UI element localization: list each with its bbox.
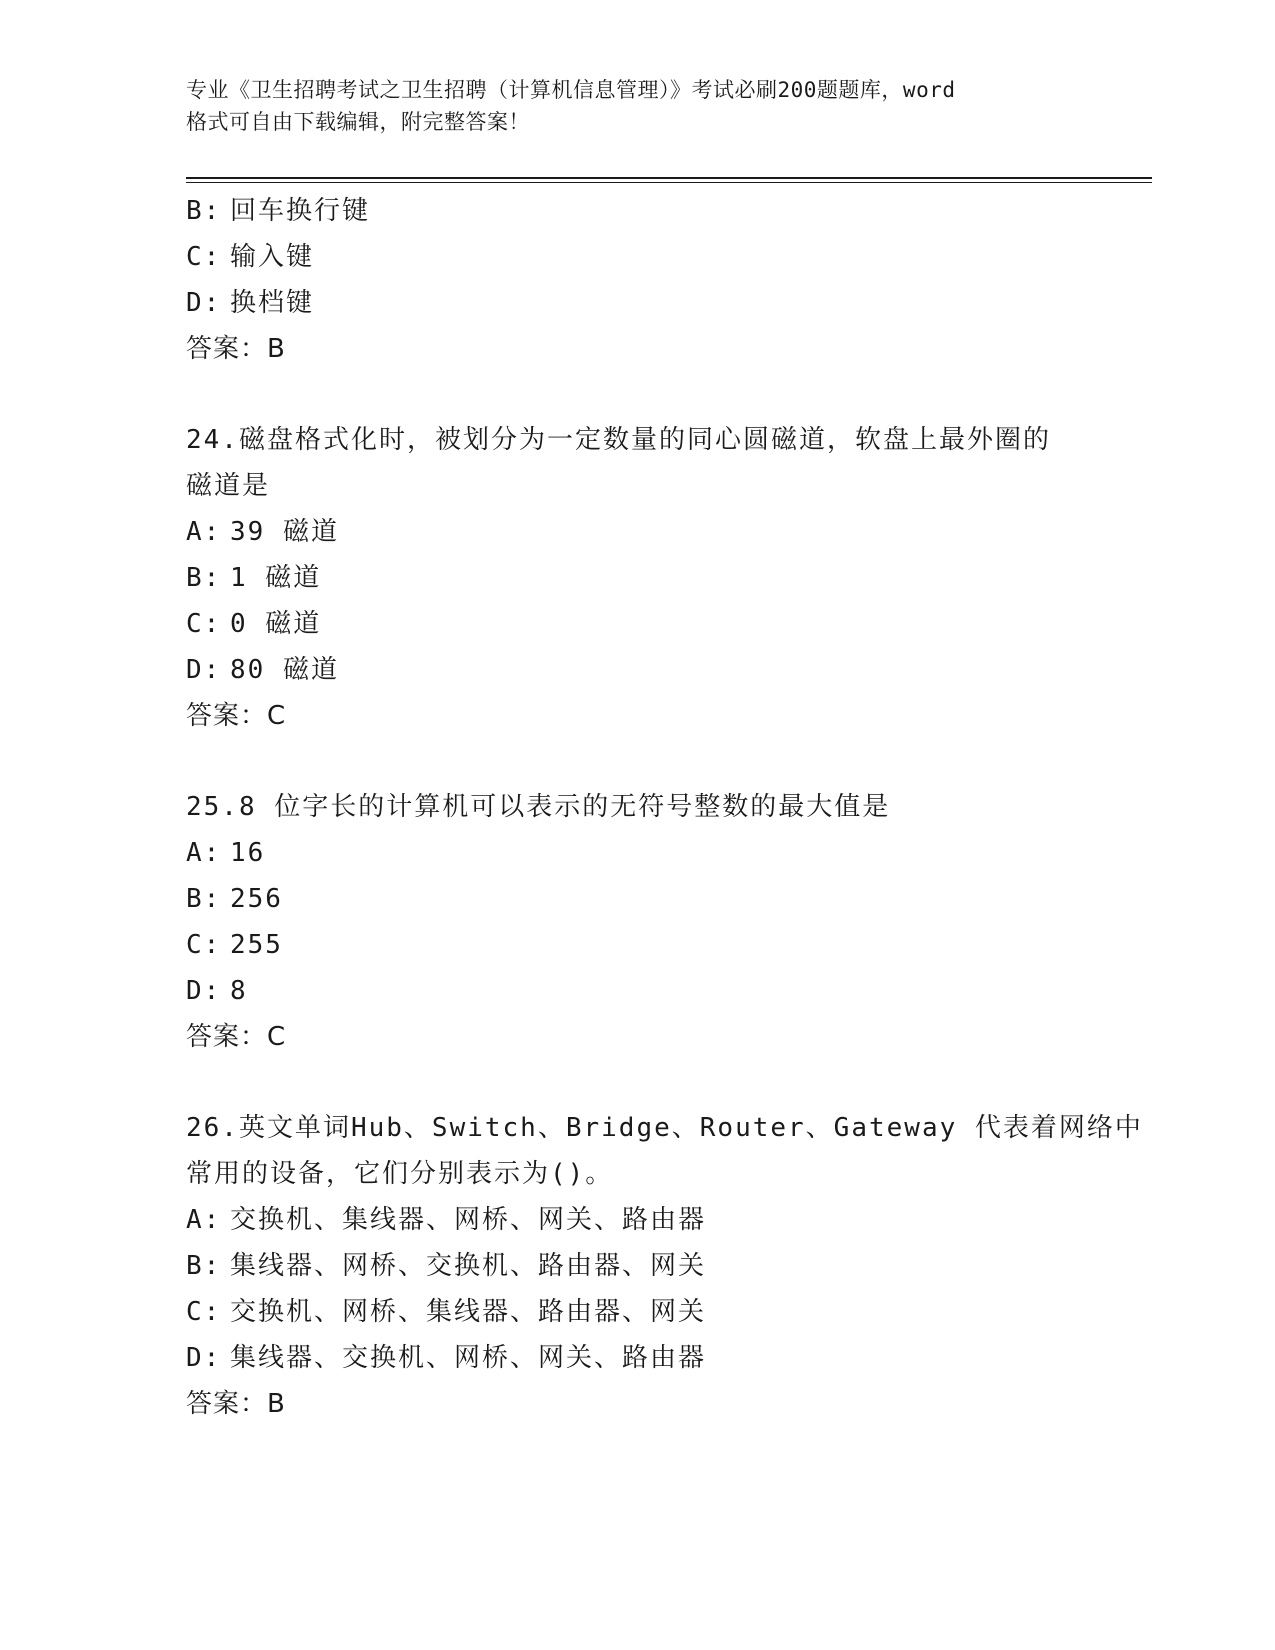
spacer [186,1060,1146,1105]
option-text: 交换机、网桥、集线器、路由器、网关 [230,1297,707,1327]
answer-line: 答案：B [186,334,286,364]
question-stem: 24.磁盘格式化时，被划分为一定数量的同心圆磁道，软盘上最外圈的 [186,425,1051,455]
option-b [186,188,1146,234]
option-label: B: [186,1251,222,1281]
option-label: C: [186,242,222,272]
option-c [186,601,1146,647]
question-26 [186,1105,1146,1427]
option-label: B: [186,563,222,593]
option-label: A: [186,838,222,868]
option-text: 16 [230,838,266,868]
option-c [186,922,1146,968]
question-content [186,188,1146,1427]
spacer [186,739,1146,784]
question-25 [186,784,1146,1060]
option-d [186,280,1146,326]
option-text: 换档键 [230,288,315,318]
option-label: A: [186,1205,222,1235]
option-text: 256 [230,884,283,914]
header-rule-thin [186,182,1152,183]
document-header [186,74,1086,138]
answer-line: 答案：C [186,1022,287,1052]
option-text: 255 [230,930,283,960]
option-b [186,876,1146,922]
question-stem: 26.英文单词Hub、Switch、Bridge、Router、Gateway 代表着网络中 [186,1113,1143,1143]
option-text: 39 磁道 [230,517,339,547]
question-stem-continued: 常用的设备，它们分别表示为()。 [186,1159,614,1189]
header-line-1: 专业《卫生招聘考试之卫生招聘（计算机信息管理）》考试必刷200题题库，word [186,78,956,102]
option-b [186,555,1146,601]
option-text: 8 [230,976,248,1006]
option-b [186,1243,1146,1289]
option-label: C: [186,609,222,639]
question-24 [186,417,1146,739]
spacer [186,372,1146,417]
option-label: B: [186,196,222,226]
option-text: 集线器、交换机、网桥、网关、路由器 [230,1343,707,1373]
question-23-continued [186,188,1146,372]
option-label: D: [186,976,222,1006]
option-label: D: [186,1343,222,1373]
header-rule-thick [186,177,1152,179]
option-a [186,830,1146,876]
option-text: 回车换行键 [230,196,371,226]
option-d [186,647,1146,693]
option-label: D: [186,655,222,685]
header-line-2: 格式可自由下载编辑，附完整答案！ [186,110,530,134]
option-label: A: [186,517,222,547]
option-label: C: [186,1297,222,1327]
option-d [186,1335,1146,1381]
option-text: 交换机、集线器、网桥、网关、路由器 [230,1205,707,1235]
option-a [186,1197,1146,1243]
option-text: 1 磁道 [230,563,322,593]
option-label: D: [186,288,222,318]
question-stem: 25.8 位字长的计算机可以表示的无符号整数的最大值是 [186,792,891,822]
answer-line: 答案：C [186,701,287,731]
question-stem-continued: 磁道是 [186,471,271,501]
option-text: 80 磁道 [230,655,339,685]
option-text: 输入键 [230,242,315,272]
option-c [186,1289,1146,1335]
option-text: 0 磁道 [230,609,322,639]
answer-line: 答案：B [186,1389,286,1419]
option-d [186,968,1146,1014]
option-text: 集线器、网桥、交换机、路由器、网关 [230,1251,707,1281]
option-label: B: [186,884,222,914]
option-c [186,234,1146,280]
option-label: C: [186,930,222,960]
option-a [186,509,1146,555]
